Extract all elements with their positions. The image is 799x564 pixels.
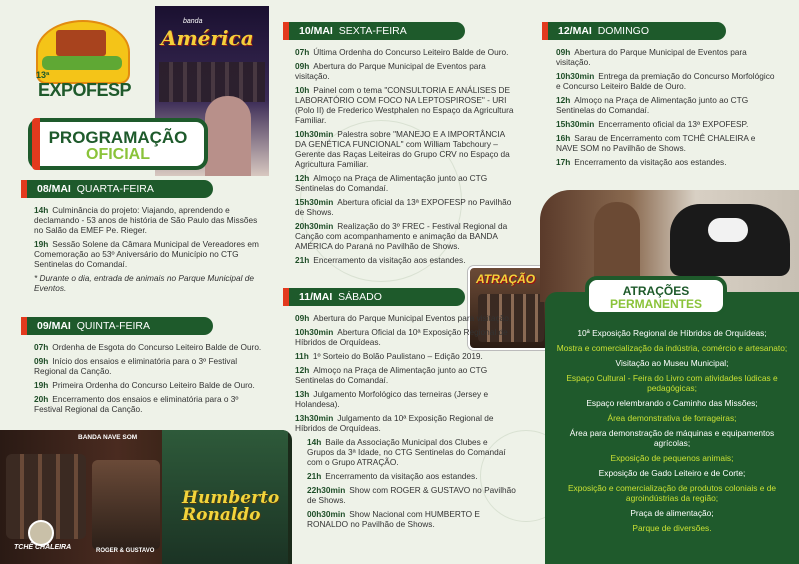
event-item xyxy=(307,509,517,529)
event-text: Encerramento da visitação aos estandes. xyxy=(313,255,466,265)
event-text: Abertura oficial da 13ª EXPOFESP no Pavilhão de Shows. xyxy=(295,197,512,217)
event-text: Show Nacional com HUMBERTO E RONALDO no Pavilhão de Shows. xyxy=(307,509,480,529)
event-time: 14h xyxy=(34,205,49,215)
day-date: 11/MAI xyxy=(299,291,333,303)
event-text: Início dos ensaios e eliminatória para o 3º Festival Regional da Canção. xyxy=(34,356,238,376)
event-text: Primeira Ordenha do Concurso Leiteiro Balde de Ouro. xyxy=(52,380,255,390)
poster-label: ROGER & GUSTAVO xyxy=(96,548,155,554)
event-time: 19h xyxy=(34,239,49,249)
event-item xyxy=(295,313,517,323)
event-text: Show com ROGER & GUSTAVO no Pavilhão de Shows. xyxy=(307,485,516,505)
poster-label: BANDA NAVE SOM xyxy=(78,434,138,441)
event-item xyxy=(295,85,515,125)
event-time: 10h30min xyxy=(295,129,334,139)
event-text: Entrega da premiação do Concurso Morfológico e Concurso Leiteiro Balde de Ouro. xyxy=(556,71,775,91)
event-item xyxy=(295,173,515,193)
event-text: Realização do 3º FREC - Festival Regional da Canção com acompanhamento e animação da BANDA AMÉRICA do Paraná no Pavilhão de Shows. xyxy=(295,221,508,251)
event-time: 12h xyxy=(295,365,310,375)
event-time: 11h xyxy=(295,351,309,361)
day-events-12 xyxy=(556,47,778,171)
day-weekday: SEXTA-FEIRA xyxy=(338,25,407,37)
event-item xyxy=(295,365,517,385)
event-time: 14h xyxy=(307,437,322,447)
banner-subtitle: OFICIAL xyxy=(86,146,150,163)
event-text: Ordenha de Esgota do Concurso Leiteiro Balde de Ouro. xyxy=(52,342,262,352)
event-item xyxy=(34,342,262,352)
expofesp-logo xyxy=(28,20,138,110)
event-time: 17h xyxy=(556,157,571,167)
event-text: Painel com o tema "CONSULTORIA E ANÁLISES DE LABORATÓRIO COM FOCO NA LEPTOSPIROSE" - URI (Polo II) de Frederico Westphalen no Espaço da Agricultura Familiar. xyxy=(295,85,514,125)
event-text: Baile da Associação Municipal dos Clubes e Grupos da 3ª Idade, no CTG Sentinelas do Comandaí com o Grupo ATRAÇÃO. xyxy=(307,437,506,467)
day-date: 09/MAI xyxy=(37,320,71,332)
event-item xyxy=(295,351,517,361)
attraction-item: Área demonstrativa de forrageiras; xyxy=(607,413,737,423)
event-time: 15h30min xyxy=(556,119,595,129)
poster-title: Humberto Ronaldo xyxy=(182,488,280,525)
attraction-item: Praça de alimentação; xyxy=(630,508,714,518)
event-time: 16h xyxy=(556,133,571,143)
event-item xyxy=(295,197,515,217)
event-text: Abertura Oficial da 10ª Exposição Regional de Híbridos de Orquídeas. xyxy=(295,327,508,347)
event-item xyxy=(556,95,778,115)
event-text: Abertura do Parque Municipal de Eventos para visitação. xyxy=(295,61,486,81)
band-members-photo xyxy=(159,62,265,102)
event-item xyxy=(307,471,517,481)
event-time: 12h xyxy=(556,95,571,105)
day-header-10 xyxy=(289,22,465,40)
attraction-item: Exposição de pequenos animais; xyxy=(610,453,734,463)
event-text: Culminância do projeto: Viajando, aprendendo e declamando - 53 anos de história de São Paulo das Missões no Salão da EMEF Pe. Rieger. xyxy=(34,205,258,235)
event-text: Encerramento dos ensaios e eliminatória para o 3º Festival Regional da Canção. xyxy=(34,394,239,414)
event-text: Julgamento da 10ª Exposição Regional de Híbridos de Orquídeas. xyxy=(295,413,494,433)
event-time: 13h30min xyxy=(295,413,334,423)
banner-title: PROGRAMAÇÃO xyxy=(48,128,188,147)
attractions-banner xyxy=(585,276,727,316)
event-time: 10h xyxy=(295,85,310,95)
day-events-11 xyxy=(295,313,517,533)
event-time: 15h30min xyxy=(295,197,334,207)
event-item xyxy=(556,157,778,167)
logo-name: EXPOFESP xyxy=(38,80,132,100)
event-time: 09h xyxy=(556,47,571,57)
event-text: 1º Sorteio do Bolão Paulistano – Edição 2019. xyxy=(312,351,483,361)
poster-title: América xyxy=(161,26,254,50)
event-time: 09h xyxy=(295,313,310,323)
day-weekday: QUARTA-FEIRA xyxy=(76,183,154,195)
event-item xyxy=(295,61,515,81)
poster-title: ATRAÇÃO xyxy=(476,272,536,286)
attraction-item: Mostra e comercialização da indústria, comércio e artesanato; xyxy=(556,343,788,353)
day-header-08 xyxy=(27,180,213,198)
event-text: Abertura do Parque Municipal de Eventos para visitação. xyxy=(556,47,747,67)
roger-gustavo-photo xyxy=(92,460,160,550)
day-weekday: QUINTA-FEIRA xyxy=(76,320,150,332)
event-item xyxy=(34,239,262,269)
event-text: Encerramento da visitação aos estandes. xyxy=(574,157,727,167)
logo-edition: 13ª xyxy=(36,70,50,80)
attraction-item: Área para demonstração de máquinas e equipamentos agrícolas; xyxy=(569,428,775,448)
attraction-item: Exposição e comercialização de produtos coloniais e de agroindústrias da região; xyxy=(567,483,777,503)
event-item xyxy=(34,356,262,376)
attraction-item: Exposição de Gado Leiteiro e de Corte; xyxy=(598,468,746,478)
attraction-item: Visitação ao Museu Municipal; xyxy=(615,358,729,368)
event-item xyxy=(556,71,778,91)
event-time: 20h xyxy=(34,394,49,404)
day-header-12 xyxy=(548,22,726,40)
event-item xyxy=(556,47,778,67)
event-item xyxy=(34,205,262,235)
day-date: 08/MAI xyxy=(37,183,71,195)
event-text: Abertura do Parque Municipal Eventos para visitação. xyxy=(313,313,512,323)
attraction-item: Parque de diversões. xyxy=(632,523,712,533)
event-text: Sessão Solene da Câmara Municipal de Vereadores em Comemoração ao 53º Aniversário do Município no CTG Sentinelas do Comandaí. xyxy=(34,239,259,269)
event-text: Encerramento da visitação aos estandes. xyxy=(325,471,478,481)
attractions-list xyxy=(552,328,792,538)
barn-icon xyxy=(56,30,106,56)
day-events-10 xyxy=(295,47,515,269)
event-time: 13h xyxy=(295,389,310,399)
event-item xyxy=(295,47,515,57)
attraction-item: 10ª Exposição Regional de Híbridos de Orquídeas; xyxy=(577,328,767,338)
event-time: 21h xyxy=(307,471,322,481)
bands-poster xyxy=(0,430,292,564)
event-item xyxy=(307,437,517,467)
day-header-09 xyxy=(27,317,213,335)
event-item xyxy=(295,129,515,169)
event-time: 00h30min xyxy=(307,509,346,519)
event-item xyxy=(295,389,517,409)
event-text: Julgamento Morfológico das terneiras (Jersey e Holandesa). xyxy=(295,389,489,409)
event-text: Almoço na Praça de Alimentação junto ao CTG Sentinelas do Comandaí. xyxy=(295,173,488,193)
event-item xyxy=(556,133,778,153)
attractions-title: ATRAÇÕES xyxy=(622,284,690,298)
event-text: Almoço na Praça de Alimentação junto ao CTG Sentinelas do Comandaí. xyxy=(556,95,749,115)
attractions-subtitle: PERMANENTES xyxy=(609,297,702,311)
event-time: 10h30min xyxy=(295,327,334,337)
singer-photo xyxy=(205,96,251,176)
poster-small-label: banda xyxy=(183,18,203,25)
event-time: 21h xyxy=(295,255,310,265)
event-item xyxy=(295,327,517,347)
event-item xyxy=(295,221,515,251)
day-weekday: SÁBADO xyxy=(338,291,382,303)
event-time: 09h xyxy=(34,356,49,366)
event-item xyxy=(34,380,262,390)
day-header-11 xyxy=(289,288,465,306)
event-text: Sarau de Encerramento com TCHÊ CHALEIRA e NAVE SOM no Pavilhão de Shows. xyxy=(556,133,756,153)
event-item xyxy=(295,255,515,265)
day-date: 10/MAI xyxy=(299,25,333,37)
attraction-item: Espaço Cultural - Feira do Livro com atividades lúdicas e pedagógicas; xyxy=(566,373,778,393)
day-note: * Durante o dia, entrada de animais no Parque Municipal de Eventos. xyxy=(34,273,255,293)
event-item xyxy=(295,413,517,433)
event-time: 09h xyxy=(295,61,310,71)
event-time: 20h30min xyxy=(295,221,334,231)
event-time: 12h xyxy=(295,173,310,183)
event-time: 19h xyxy=(34,380,49,390)
programacao-banner xyxy=(28,118,208,170)
event-text: Almoço na Praça de Alimentação junto ao CTG Sentinelas do Comandaí. xyxy=(295,365,488,385)
event-time: 07h xyxy=(34,342,49,352)
tche-chaleira-logo xyxy=(28,520,54,546)
poster-label: TCHÊ CHALEIRA xyxy=(14,544,72,551)
day-weekday: DOMINGO xyxy=(597,25,650,37)
event-time: 10h30min xyxy=(556,71,595,81)
attraction-item: Espaço relembrando o Caminho das Missões; xyxy=(586,398,758,408)
day-events-08 xyxy=(34,205,262,293)
event-item xyxy=(307,485,517,505)
day-date: 12/MAI xyxy=(558,25,592,37)
event-time: 22h30min xyxy=(307,485,346,495)
event-text: Palestra sobre "MANEJO E A IMPORTÂNCIA DA GENÉTICA FUNCIONAL" com William Tabchoury – Gerente das Raças Leiteiras do Grupo CRV no Espaço da Agricultura Familiar. xyxy=(295,129,510,169)
event-text: Encerramento oficial da 13ª EXPOFESP. xyxy=(598,119,749,129)
day-events-09 xyxy=(34,342,262,418)
event-item xyxy=(34,394,262,414)
event-text: Última Ordenha do Concurso Leiteiro Balde de Ouro. xyxy=(313,47,509,57)
event-item xyxy=(556,119,778,129)
event-time: 07h xyxy=(295,47,310,57)
